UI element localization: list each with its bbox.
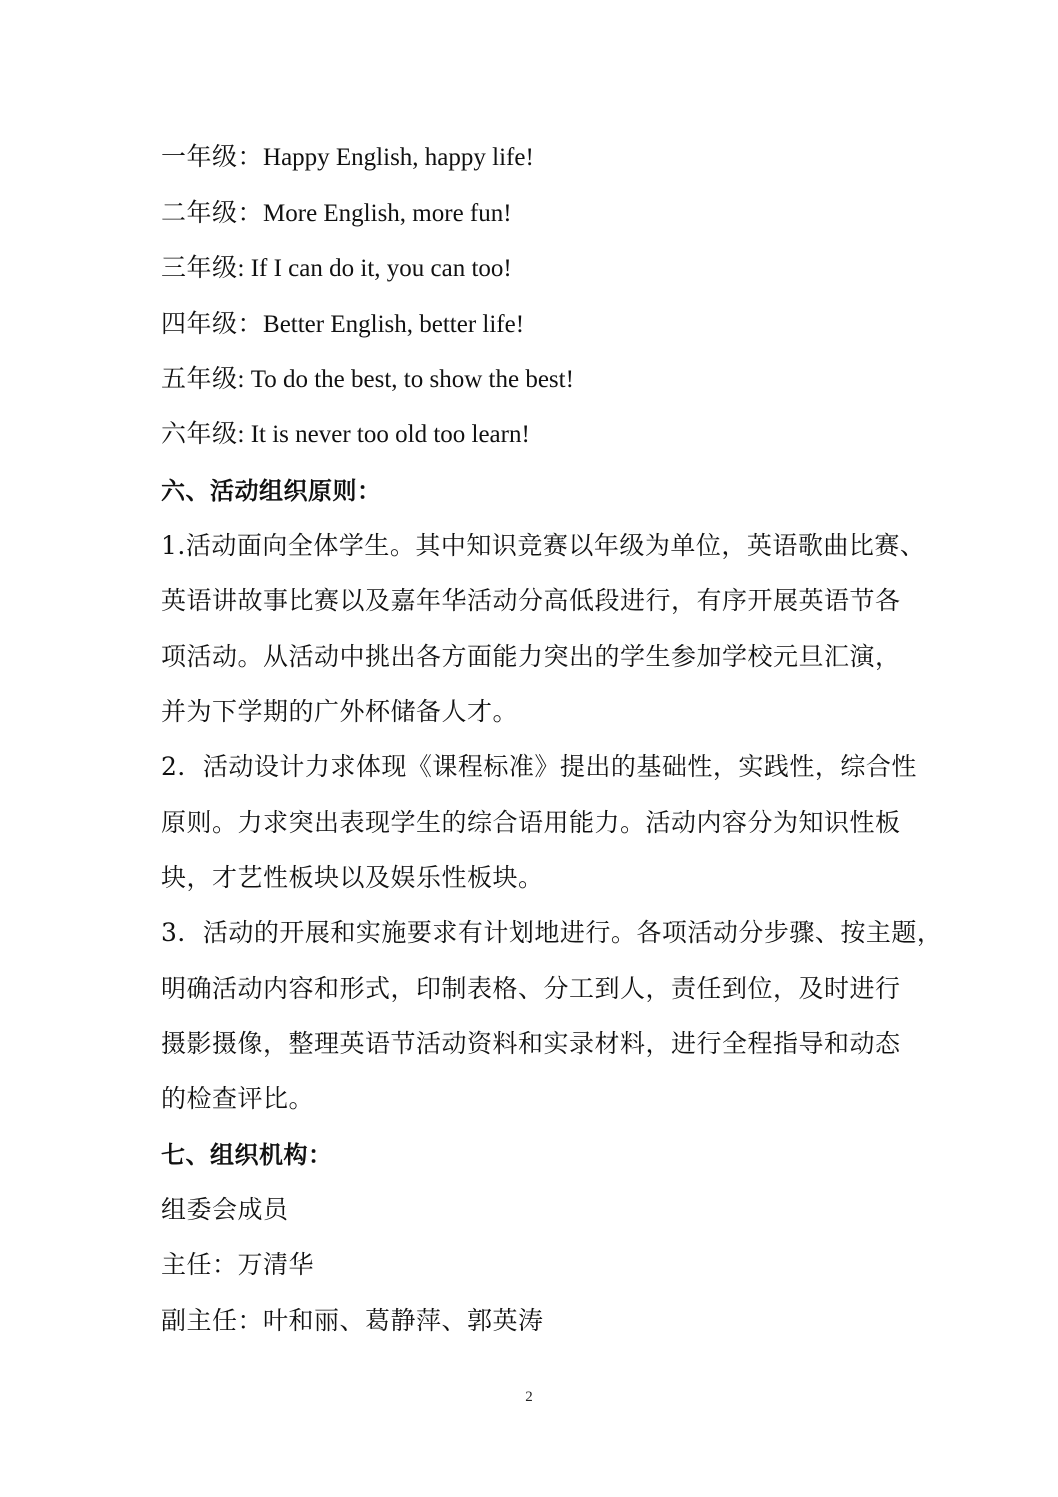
director-line: 主任：万清华 — [161, 1250, 315, 1279]
slogan-text: : To do the best, to show the best! — [237, 366, 574, 393]
principle-3-line-1: 3．活动的开展和实施要求有计划地进行。各项活动分步骤、按主题， — [161, 918, 943, 947]
slogan-text: Happy English, happy life! — [263, 144, 534, 171]
principle-1-line-1: 1.活动面向全体学生。其中知识竞赛以年级为单位，英语歌曲比赛、 — [161, 531, 926, 560]
section-6-heading: 六、活动组织原则： — [161, 477, 382, 505]
principle-1-line-3: 项活动。从活动中挑出各方面能力突出的学生参加学校元旦汇演， — [161, 642, 901, 671]
committee-label: 组委会成员 — [161, 1195, 289, 1224]
slogan-grade-2 — [161, 196, 512, 231]
grade-label: 四年级： — [161, 309, 264, 338]
slogan-grade-5 — [161, 362, 574, 397]
slogan-grade-3 — [161, 251, 512, 286]
grade-label: 一年级： — [161, 142, 264, 171]
principle-1-line-4: 并为下学期的广外杯储备人才。 — [161, 697, 519, 726]
slogan-text: : If I can do it, you can too! — [237, 255, 512, 282]
principle-2-line-2: 原则。力求突出表现学生的综合语用能力。活动内容分为知识性板 — [161, 808, 901, 837]
slogan-text: More English, more fun! — [263, 200, 512, 227]
grade-label: 五年级 — [161, 364, 238, 393]
slogan-text: Better English, better life! — [263, 311, 525, 338]
principle-2-line-1: 2．活动设计力求体现《课程标准》提出的基础性，实践性，综合性 — [161, 752, 917, 781]
slogan-text: : It is never too old too learn! — [237, 421, 530, 448]
principle-3-line-3: 摄影摄像，整理英语节活动资料和实录材料，进行全程指导和动态 — [161, 1029, 901, 1058]
grade-label: 三年级 — [161, 253, 238, 282]
grade-label: 六年级 — [161, 419, 238, 448]
principle-3-line-2: 明确活动内容和形式，印制表格、分工到人，责任到位，及时进行 — [161, 974, 901, 1003]
section-7-heading: 七、组织机构： — [161, 1141, 333, 1169]
principle-3-line-4: 的检查评比。 — [161, 1084, 315, 1113]
grade-label: 二年级： — [161, 198, 264, 227]
slogan-grade-1 — [161, 140, 534, 175]
slogan-grade-4 — [161, 307, 524, 342]
principle-1-line-2: 英语讲故事比赛以及嘉年华活动分高低段进行，有序开展英语节各 — [161, 586, 901, 615]
slogan-grade-6 — [161, 417, 530, 452]
principle-2-line-3: 块，才艺性板块以及娱乐性板块。 — [161, 863, 544, 892]
deputy-director-line: 副主任：叶和丽、葛静萍、郭英涛 — [161, 1306, 544, 1335]
page-number: 2 — [525, 1389, 533, 1405]
